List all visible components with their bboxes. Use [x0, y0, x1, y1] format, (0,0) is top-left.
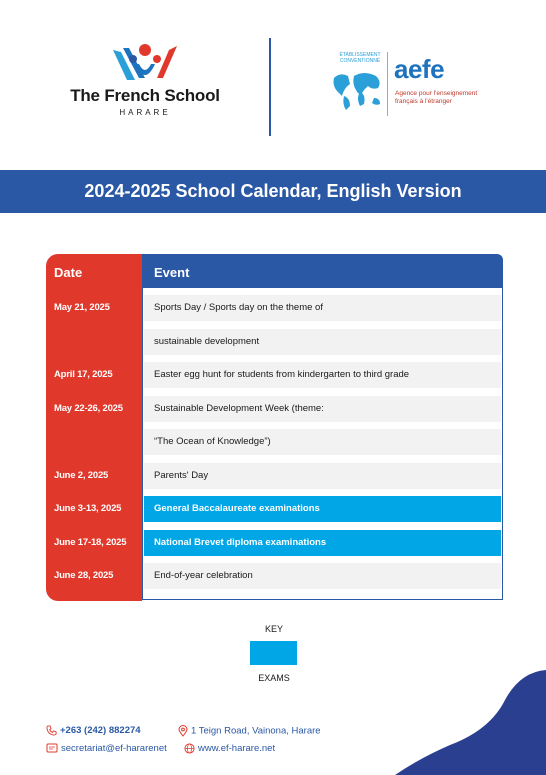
row-event: National Brevet diploma examinations [154, 536, 327, 548]
row-event: sustainable development [154, 335, 260, 347]
row-date: May 22-26, 2025 [54, 402, 123, 414]
row-date: April 17, 2025 [54, 369, 113, 380]
calendar-title: 2024-2025 School Calendar, English Version [0, 170, 546, 213]
row-event: End-of-year celebration [154, 570, 253, 581]
date-header: Date [54, 265, 83, 280]
school-city: HARARE [119, 108, 171, 117]
key-label: KEY [264, 624, 283, 634]
row-date: June 17-18, 2025 [54, 536, 127, 548]
location-icon [178, 725, 188, 737]
email-icon [46, 743, 58, 753]
footer-phone [46, 725, 141, 736]
row-date: June 2, 2025 [54, 469, 109, 481]
aefe-small-caption: ÉTABLISSEMENT CONVENTIONNÉ [339, 52, 381, 64]
key-exams-label: EXAMS [258, 673, 290, 683]
school-name: The French School [70, 86, 220, 105]
aefe-wordmark: aefe [394, 54, 445, 84]
website-text[interactable]: www.ef-harare.net [198, 743, 276, 755]
globe-icon [184, 743, 195, 754]
row-date: June 3-13, 2025 [54, 503, 122, 514]
row-event: Sustainable Development Week (theme: [154, 402, 324, 414]
row-date: May 21, 2025 [54, 302, 110, 313]
footer-email[interactable] [46, 743, 167, 754]
phone-icon [46, 725, 57, 736]
phone-text: +263 (242) 882274 [60, 725, 141, 737]
event-header: Event [154, 265, 190, 280]
row-event: “The Ocean of Knowledge”) [154, 436, 271, 447]
row-event: Sports Day / Sports day on the theme of [154, 302, 323, 313]
row-event: General Baccalaureate examinations [154, 503, 320, 514]
aefe-tagline: Agence pour l'enseignement français à l'étranger [395, 90, 478, 105]
email-text[interactable]: secretariat@ef-hararenet [61, 743, 167, 754]
row-date: June 28, 2025 [54, 570, 114, 581]
row-event: Easter egg hunt for students from kindergarten to third grade [154, 369, 410, 380]
address-text: 1 Teign Road, Vainona, Harare [191, 725, 321, 737]
footer-website[interactable] [184, 743, 275, 754]
row-event: Parents' Day [154, 469, 209, 481]
footer-address [178, 725, 321, 737]
